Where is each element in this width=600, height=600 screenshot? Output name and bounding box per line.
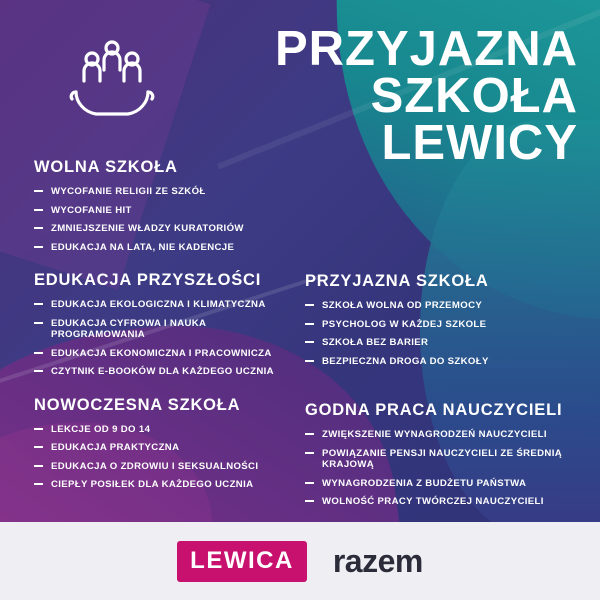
list-item-label: EDUKACJA PRAKTYCZNA	[51, 442, 180, 453]
column-right	[305, 272, 567, 526]
list-item	[34, 223, 296, 235]
title-line-2: SZKOŁA	[370, 69, 578, 124]
bullet-dash-icon	[34, 483, 43, 485]
list-item	[34, 242, 296, 254]
list-item-label: SZKOŁA BEZ BARIER	[322, 337, 429, 348]
bullet-dash-icon	[305, 323, 314, 325]
bullet-dash-icon	[305, 304, 314, 306]
section-title: NOWOCZESNA SZKOŁA	[34, 395, 241, 414]
list-item-label: CZYTNIK E-BOOKÓW DLA KAŻDEGO UCZNIA	[51, 366, 274, 377]
list-item	[34, 318, 296, 341]
list-item	[305, 429, 567, 441]
bullet-dash-icon	[34, 446, 43, 448]
bullet-dash-icon	[305, 360, 314, 362]
list-item	[305, 448, 567, 471]
section-wolna-szkola	[34, 158, 296, 253]
list-item-label: SZKOŁA WOLNA OD PRZEMOCY	[322, 300, 483, 311]
bullet-dash-icon	[34, 209, 43, 211]
list-item	[34, 424, 296, 436]
people-in-hands-icon	[66, 36, 158, 128]
section-godna-praca-nauczycieli	[305, 401, 567, 508]
lewica-logo-label: LEWICA	[190, 546, 294, 574]
list-item	[34, 366, 296, 378]
title-line-1: PRZYJAZNA	[274, 22, 578, 76]
list-item-label: EDUKACJA NA LATA, NIE KADENCJE	[51, 241, 235, 253]
list-item-label: ZMNIEJSZENIE WŁADZY KURATORIÓW	[51, 223, 244, 234]
list-item-label: WYNAGRODZENIA Z BUDŻETU PAŃSTWA	[322, 477, 527, 489]
list-item	[34, 479, 296, 491]
list-item	[305, 319, 567, 331]
bullet-dash-icon	[305, 433, 314, 435]
section-przyjazna-szkola	[305, 272, 567, 367]
list-item-label: PSYCHOLOG W KAŻDEJ SZKOLE	[322, 318, 487, 330]
list-item	[34, 299, 296, 311]
column-left	[34, 158, 296, 509]
list-item-label: EDUKACJA EKONOMICZNA I PRACOWNICZA	[51, 347, 272, 359]
bullet-dash-icon	[34, 370, 43, 372]
list-item-label: WOLNOŚĆ PRACY TWÓRCZEJ NAUCZYCIELI	[322, 496, 544, 507]
bullet-dash-icon	[305, 482, 314, 484]
section-title: EDUKACJA PRZYSZŁOŚCI	[34, 271, 262, 289]
list-item-label: EDUKACJA EKOLOGICZNA I KLIMATYCZNA	[51, 299, 266, 310]
list-item	[34, 442, 296, 454]
list-item-label: CIEPŁY POSIŁEK DLA KAŻDEGO UCZNIA	[51, 479, 254, 490]
razem-logo: razem	[332, 542, 423, 579]
poster-footer	[0, 522, 600, 600]
bullet-dash-icon	[34, 465, 43, 467]
title-line-3: LEWICY	[381, 116, 578, 171]
bullet-dash-icon	[305, 341, 314, 343]
list-item-label: LEKCJE OD 9 DO 14	[51, 423, 151, 435]
bullet-dash-icon	[34, 190, 43, 192]
bullet-dash-icon	[34, 227, 43, 229]
list-item	[34, 205, 296, 217]
list-item	[34, 461, 296, 473]
list-item-label: BEZPIECZNA DROGA DO SZKOŁY	[322, 355, 489, 367]
list-item	[34, 186, 296, 198]
list-item-label: ZWIĘKSZENIE WYNAGRODZEŃ NAUCZYCIELI	[322, 429, 547, 440]
list-item-label: EDUKACJA CYFROWA I NAUKA PROGRAMOWANIA	[51, 317, 206, 340]
bullet-dash-icon	[34, 322, 43, 324]
list-item	[305, 356, 567, 368]
bullet-dash-icon	[34, 428, 43, 430]
poster-content	[0, 158, 600, 518]
list-item	[305, 478, 567, 490]
section-title: WOLNA SZKOŁA	[34, 158, 178, 176]
section-title: GODNA PRACA NAUCZYCIELI	[305, 401, 563, 419]
section-edukacja-przyszlosci	[34, 271, 296, 378]
section-title: PRZYJAZNA SZKOŁA	[305, 272, 489, 290]
list-item	[305, 496, 567, 508]
bullet-dash-icon	[305, 452, 314, 454]
section-nowoczesna-szkola	[34, 396, 296, 491]
list-item-label: EDUKACJA O ZDROWIU I SEKSUALNOŚCI	[51, 460, 259, 472]
list-item	[34, 348, 296, 360]
bullet-dash-icon	[34, 246, 43, 248]
bullet-dash-icon	[34, 352, 43, 354]
bullet-dash-icon	[34, 303, 43, 305]
list-item	[305, 337, 567, 349]
list-item-label: POWIĄZANIE PENSJI NAUCZYCIELI ZE ŚREDNIĄ KRAJOWĄ	[322, 447, 563, 470]
poster-title	[274, 22, 578, 171]
list-item-label: WYCOFANIE RELIGII ZE SZKÓŁ	[51, 186, 206, 197]
bullet-dash-icon	[305, 500, 314, 502]
list-item-label: WYCOFANIE HIT	[51, 204, 132, 216]
list-item	[305, 300, 567, 312]
lewica-logo	[177, 541, 307, 582]
